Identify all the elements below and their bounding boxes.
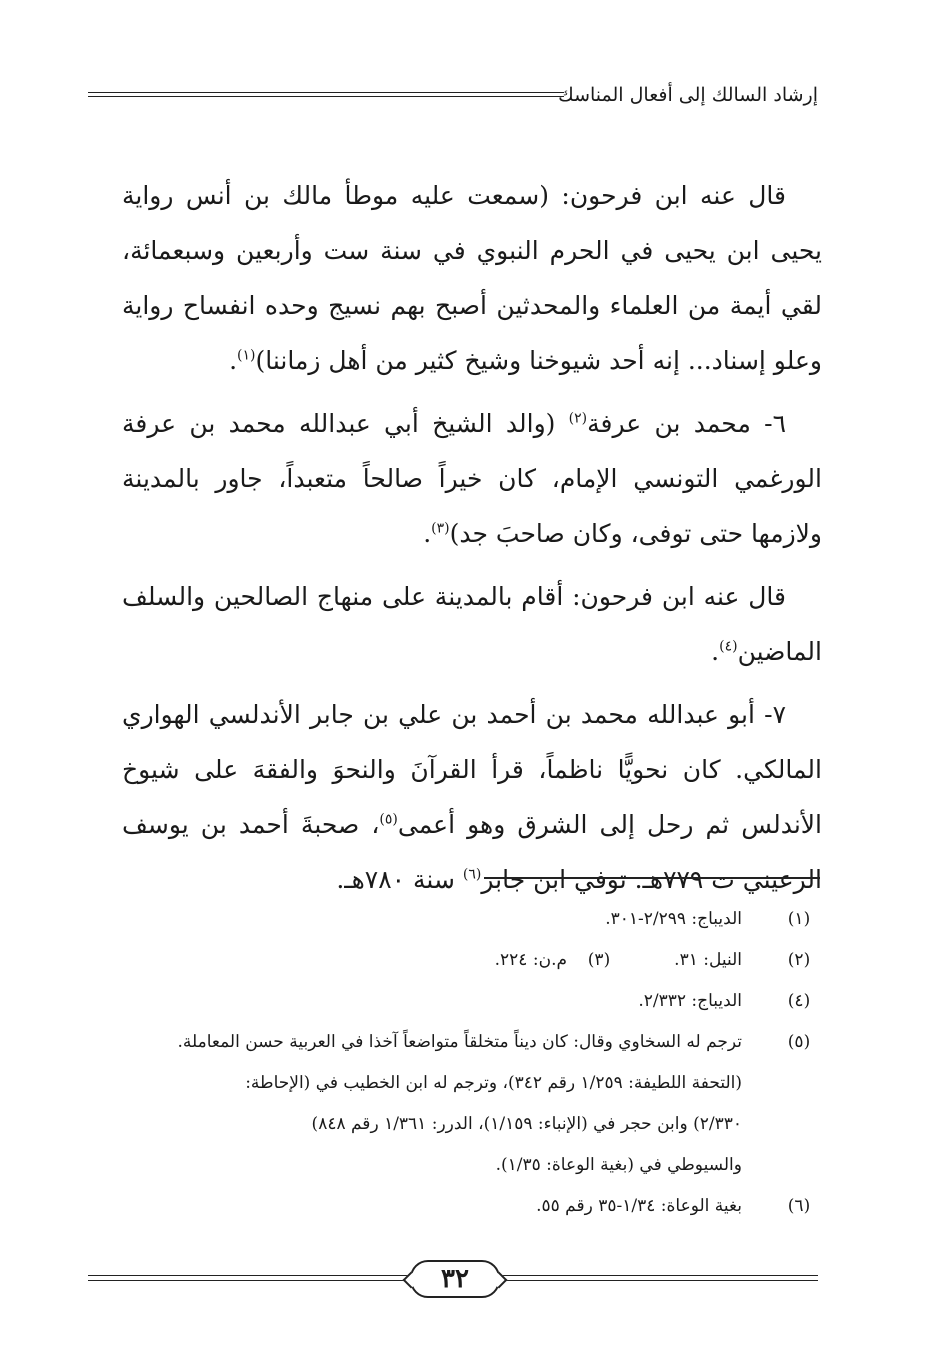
paragraph-text-end: .	[229, 346, 238, 375]
page-number-rule-right	[492, 1275, 818, 1281]
footnote-text: الديباج: ٢/٢٩٩-٣٠١.	[605, 909, 742, 929]
paragraph-entry-6	[122, 396, 822, 561]
footnote-2-3	[92, 940, 822, 981]
footnote-3	[422, 940, 622, 981]
page-number-ornament	[88, 1258, 818, 1302]
paragraph-entry-7	[122, 687, 822, 907]
footnote-line: (التحفة اللطيفة: ١/٢٥٩ رقم ٣٤٢)، وترجم له ابن الخطيب في (الإحاطة:	[245, 1073, 742, 1093]
footnote-line: ترجم له السخاوي وقال: كان ديناً متخلقاً متواضعاً آخذا في العربية حسن المعاملة.	[177, 1032, 742, 1052]
footnotes	[92, 899, 822, 1227]
footnote-line: ٢/٣٣٠) وابن حجر في (الإنباء: ١/١٥٩)، الدرر: ١/٣٦١ رقم ٨٤٨)	[311, 1114, 742, 1134]
header-double-rule	[88, 92, 564, 97]
footnote-ref: (٢)	[568, 410, 588, 427]
footnote-6	[92, 1186, 822, 1227]
footnote-text: النيل: ٣١.	[674, 950, 742, 970]
paragraph-text: ٦- محمد بن عرفة	[587, 409, 786, 438]
paragraph-text: قال عنه ابن فرحون: أقام بالمدينة على منهاج الصالحين والسلف الماضين	[122, 582, 822, 666]
footnote-ref: (٤)	[719, 638, 738, 655]
paragraph-text: ٧- أبو عبدالله محمد بن أحمد بن علي بن جابر الأندلسي الهواري المالكي. كان نحويًّا ناظماً، قرأ القرآنَ والنحوَ والفقهَ على شيوخ الأندلس ثم رحل إلى الشرق وهو أعمى	[122, 700, 822, 839]
footnote-4	[92, 981, 822, 1022]
footnote-line: والسيوطي في (بغية الوعاة: ١/٣٥).	[495, 1155, 742, 1175]
footnote-number: (١)	[787, 909, 811, 929]
footnote-text: م.ن: ٢٢٤.	[494, 950, 567, 970]
footnote-number: (٦)	[787, 1196, 811, 1216]
paragraph-text-end: سنة ٧٨٠هـ.	[336, 865, 463, 894]
footnote-number: (٣)	[587, 950, 611, 970]
paragraph-ibn-farhun-note	[122, 569, 822, 679]
paragraph-text-end: .	[423, 519, 432, 548]
page-number-rule-left	[88, 1275, 414, 1281]
footnote-ref: (٦)	[462, 866, 482, 883]
footnote-ref: (١)	[237, 347, 256, 364]
paragraph-text-mid: ، صحبةَ أحمد بن يوسف الرعيني ت ٧٧٩هـ. توفي ابن جابر	[122, 810, 822, 894]
paragraph-ibn-farhun-quote	[122, 168, 822, 388]
running-header	[88, 84, 818, 110]
footnote-1	[92, 899, 822, 940]
footnote-5	[92, 1022, 822, 1186]
footnote-ref: (٣)	[431, 520, 450, 537]
footnote-ref: (٥)	[379, 811, 398, 828]
paragraph-text: قال عنه ابن فرحون: (سمعت عليه موطأ مالك بن أنس رواية يحيى ابن يحيى في الحرم النبوي في سنة ست وأربعين وسبعمائة، لقي أيمة من العلماء والمحدثين أصبح بهم نسيج وحده انفساح رواية وعلو إسناد... إنه أحد شيوخنا وشيخ كثير من أهل زماننا)	[122, 181, 822, 375]
main-text	[122, 168, 822, 907]
footnote-number: (٢)	[787, 950, 811, 970]
footnote-text: بغية الوعاة: ١/٣٤-٣٥ رقم ٥٥.	[536, 1196, 742, 1216]
paragraph-text-end: .	[711, 637, 720, 666]
footnote-text	[92, 1022, 742, 1186]
footnote-number: (٥)	[787, 1032, 811, 1052]
running-title: إرشاد السالك إلى أفعال المناسك	[558, 84, 818, 106]
footnote-separator	[484, 877, 820, 879]
paragraph-text-mid: (والد الشيخ أبي عبدالله محمد بن عرفة الورغمي التونسي الإمام، كان خيراً صالحاً متعبداً، جاور بالمدينة ولازمها حتى توفى، وكان صاحبَ جد)	[122, 409, 822, 548]
footnote-text: الديباج: ٢/٣٣٢.	[638, 991, 742, 1011]
footnote-number: (٤)	[787, 991, 811, 1011]
page-number: ٣٢	[410, 1260, 500, 1298]
